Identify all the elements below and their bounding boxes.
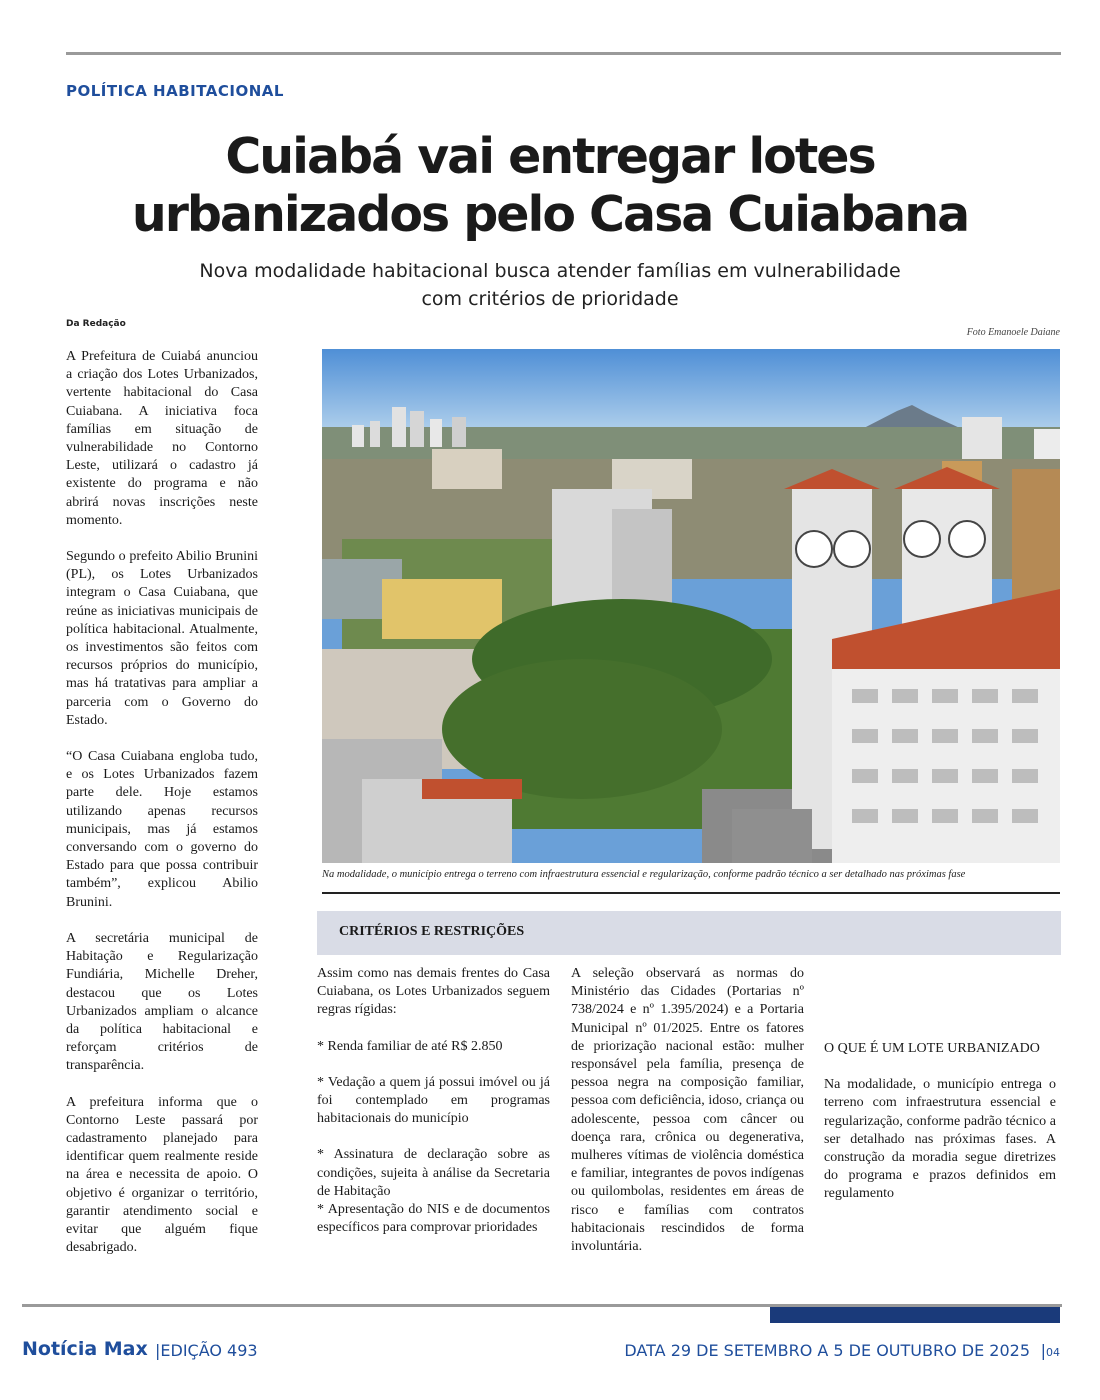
headline — [0, 128, 1100, 244]
selection-text: A seleção observará as normas do Ministério das Cidades (Portarias nº 738/2024 e nº 1.395/2024) e a Portaria Municipal nº 01/2025. Entre os fatores de priorização nacional estão: mulher responsável pela família, presença de pessoa negra na composição familiar, pessoa com deficiência, idoso, criança ou adolescente, pessoa com câncer ou doença rara, crônica ou degenerativa, mulheres vítimas de violência doméstica e familiar, integrantes de povos indígenas ou quilombolas, residentes em áreas de risco e famílias com contratos habitacionais rescindidos de forma involuntária. — [571, 966, 804, 1255]
footer-separator: | — [1040, 1341, 1046, 1360]
headline-line-1: Cuiabá vai entregar lotes — [225, 128, 875, 185]
article-paragraph-5: A prefeitura informa que o Contorno Leste passará por cadastramento planejado para identificar quem realmente reside na área e necessita de apoio. O objetivo é organizar o território, garantir atendimento social e evitar que alguém fique desabrigado. — [66, 1094, 258, 1256]
subhead-line-1: Nova modalidade habitacional busca atender famílias em vulnerabilidade — [199, 260, 901, 282]
photo-caption: Na modalidade, o município entrega o terreno com infraestrutura essencial e regularização, conforme padrão técnico a ser detalhado nas próximas fase — [322, 869, 966, 880]
caption-rule — [322, 892, 1060, 894]
criteria-item-2: * Vedação a quem já possui imóvel ou já foi contemplado em programas habitacionais do município — [317, 1074, 550, 1127]
footer-page-number — [1041, 1341, 1060, 1360]
article-paragraph-1: A Prefeitura de Cuiabá anunciou a criação dos Lotes Urbanizados, vertente habitacional do Casa Cuiabana. A iniciativa foca famílias em situação de vulnerabilidade no Contorno Leste, utilizará o cadastro já existente do programa e não abrirá novas inscrições neste momento. — [66, 349, 258, 528]
article-paragraph-3: “O Casa Cuiabana engloba tudo, e os Lotes Urbanizados fazem parte dele. Hoje estamos utilizando apenas recursos municipais, mas já estamos conversando com o governo do Estado para que possa contribuir também”, explicou Abilio Brunini. — [66, 749, 258, 910]
section-label: POLÍTICA HABITACIONAL — [66, 82, 284, 100]
criteria-column-1 — [317, 965, 550, 1237]
article-paragraph-4: A secretária municipal de Habitação e Regularização Fundiária, Michelle Dreher, destacou que os Lotes Urbanizados ampliam o alcance da política habitacional e reforçam critérios de transparência. — [66, 930, 258, 1074]
footer-date: DATA 29 DE SETEMBRO A 5 DE OUTUBRO DE 2025 — [624, 1341, 1030, 1360]
headline-line-2: urbanizados pelo Casa Cuiabana — [131, 186, 969, 243]
criteria-title: CRITÉRIOS E RESTRIÇÕES — [339, 924, 525, 939]
photo-credit: Foto Emanoele Daiane — [966, 327, 1060, 338]
criteria-item-3: * Assinatura de declaração sobre as condições, sujeita à análise da Secretaria de Habitação — [317, 1147, 550, 1199]
criteria-item-4: * Apresentação do NIS e de documentos específicos para comprovar prioridades — [317, 1202, 550, 1236]
page-number: 04 — [1046, 1346, 1060, 1359]
subhead-line-2: com critérios de prioridade — [421, 288, 679, 310]
article-paragraph-2: Segundo o prefeito Abilio Brunini (PL), os Lotes Urbanizados integram o Casa Cuiabana, que reúne as iniciativas municipais de política habitacional. Atualmente, os investimentos são feitos com recursos próprios do município, mas há tratativas para ampliar a parceria com o Governo do Estado. — [66, 549, 258, 728]
footer-brand: Notícia Max — [22, 1338, 148, 1360]
sidebar-text: Na modalidade, o município entrega o terreno com infraestrutura essencial e regularização, conforme padrão técnico a ser detalhado nas próximas fases. A construção da moradia segue diretrizes do programa e prazos definidos em regulamento — [824, 1077, 1056, 1202]
footer-edition: |EDIÇÃO 493 — [155, 1341, 258, 1360]
subhead — [100, 257, 1000, 313]
criteria-intro: Assim como nas demais frentes do Casa Cuiabana, os Lotes Urbanizados seguem regras rígidas: — [317, 966, 550, 1018]
criteria-column-2 — [571, 965, 804, 1274]
criteria-item-1: * Renda familiar de até R$ 2.850 — [317, 1038, 503, 1054]
sidebar-title: O QUE É UM LOTE URBANIZADO — [824, 1041, 1040, 1056]
article-column — [66, 348, 258, 1275]
city-cathedral-illustration — [322, 349, 1060, 863]
criteria-header-bar — [317, 911, 1061, 955]
bottom-color-band — [770, 1307, 1060, 1323]
top-rule — [66, 52, 1061, 55]
sidebar-column — [824, 1040, 1056, 1222]
byline: Da Redação — [66, 319, 126, 329]
city-cathedral-photo — [322, 349, 1060, 863]
